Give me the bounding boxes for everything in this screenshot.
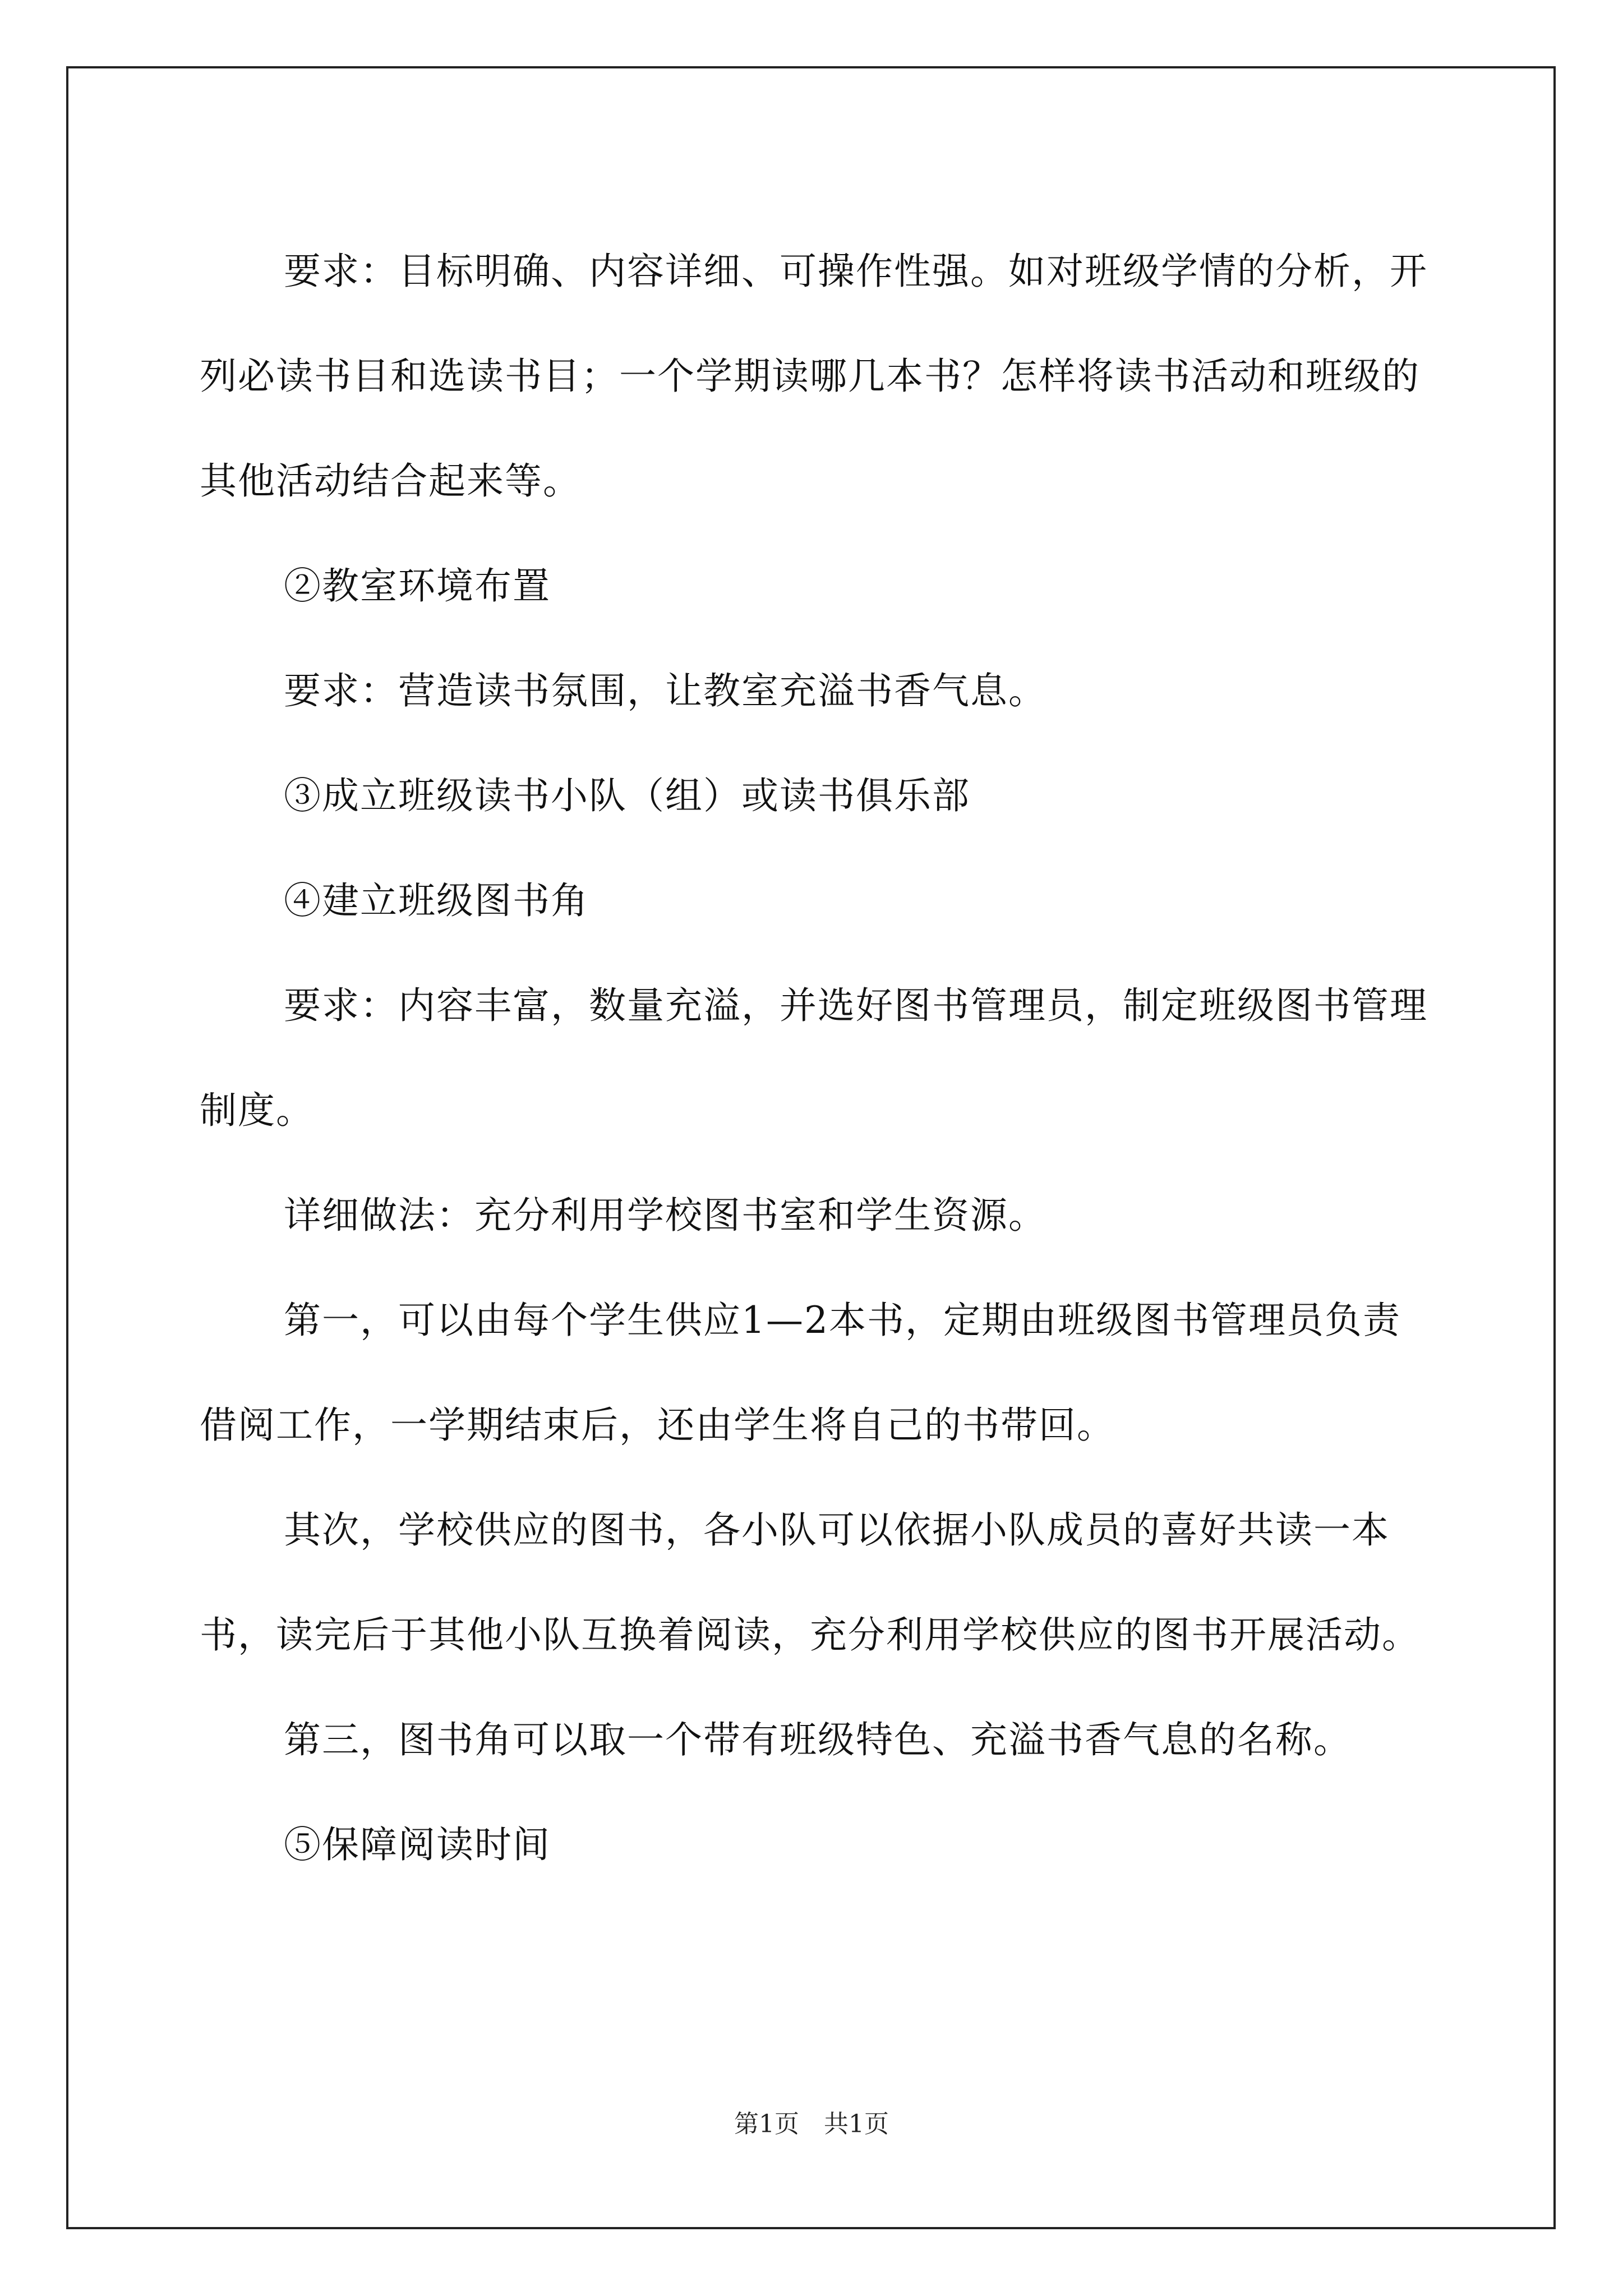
paragraph-heading-reading-team: ③成立班级读书小队（组）或读书俱乐部	[284, 774, 970, 817]
document-body	[200, 219, 1433, 1897]
paragraph-method: 详细做法：充分利用学校图书室和学生资源。	[284, 1194, 1046, 1237]
paragraph-first: 第一，可以由每个学生供应1—2本书，定期由班级图书管理员负责借阅工作，一学期结束后，还由学生将自己的书带回。	[200, 1299, 1401, 1447]
paragraph-second: 其次，学校供应的图书，各小队可以依据小队成员的喜好共读一本书，读完后于其他小队互换着阅读，充分利用学校供应的图书开展活动。	[200, 1508, 1420, 1657]
paragraph-book-corner-requirement: 要求：内容丰富，数量充溢，并选好图书管理员，制定班级图书管理制度。	[200, 984, 1428, 1132]
paragraph-heading-classroom: ②教室环境布置	[284, 564, 551, 608]
paragraph-heading-book-corner: ④建立班级图书角	[284, 879, 589, 922]
paragraph-third: 第三，图书角可以取一个带有班级特色、充溢书香气息的名称。	[284, 1718, 1352, 1761]
page-number: 第1页 共1页	[734, 2110, 889, 2138]
paragraph-classroom-requirement: 要求：营造读书氛围，让教室充溢书香气息。	[284, 669, 1046, 712]
paragraph-requirements: 要求：目标明确、内容详细、可操作性强。如对班级学情的分析，开列必读书目和选读书目；一个学期读哪几本书？怎样将读书活动和班级的其他活动结合起来等。	[200, 250, 1428, 503]
paragraph-heading-reading-time: ⑤保障阅读时间	[284, 1823, 551, 1866]
